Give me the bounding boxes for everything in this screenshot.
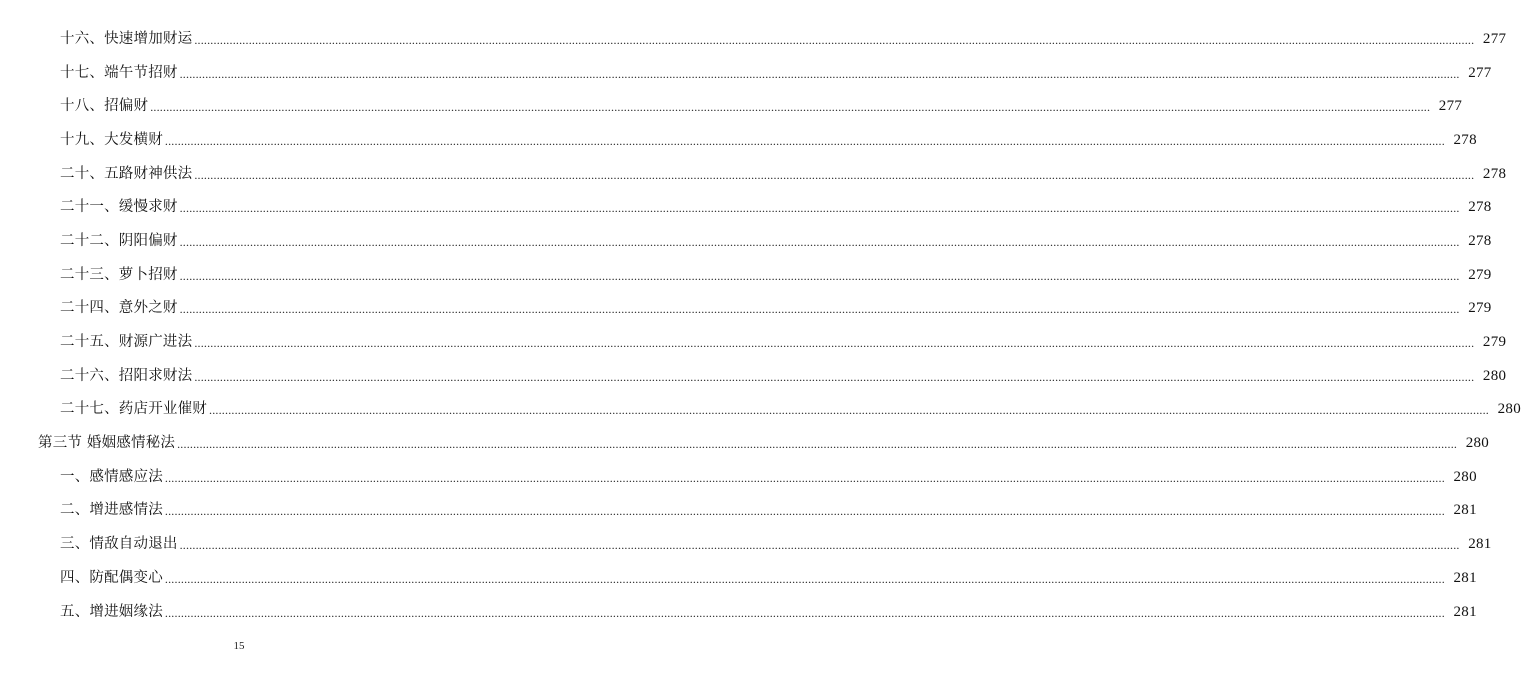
toc-dot-leader: ................................................................................................................................................................................................................................................................................................................................................................................................................ [164, 470, 1445, 485]
toc-entry-page-number: 278 [1482, 165, 1507, 182]
toc-dot-leader: ................................................................................................................................................................................................................................................................................................................................................................................................................ [194, 32, 1475, 47]
toc-dot-leader: ................................................................................................................................................................................................................................................................................................................................................................................................................ [209, 403, 1489, 418]
toc-entry [0, 89, 1463, 123]
toc-entry-title: 二十一、缓慢求财 [60, 199, 178, 216]
toc-dot-leader: ................................................................................................................................................................................................................................................................................................................................................................................................................ [164, 504, 1445, 519]
toc-dot-leader: ................................................................................................................................................................................................................................................................................................................................................................................................................ [179, 66, 1460, 81]
toc-entry-page-number: 281 [1468, 536, 1492, 553]
toc-entry-title: 十七、端午节招财 [60, 64, 178, 81]
toc-entry-title: 二、增进感情法 [60, 502, 163, 519]
toc-dot-leader: ................................................................................................................................................................................................................................................................................................................................................................................................................ [179, 268, 1460, 283]
toc-entry-page-number: 278 [1453, 131, 1477, 148]
toc-entry-page-number: 278 [1468, 199, 1492, 216]
toc-list [0, 22, 1521, 628]
toc-entry-title: 第三节 婚姻感情秘法 [38, 435, 176, 452]
toc-dot-leader: ................................................................................................................................................................................................................................................................................................................................................................................................................ [179, 538, 1460, 553]
toc-entry-title: 二十、五路财神供法 [60, 165, 193, 182]
page-number: 15 [233, 640, 245, 652]
toc-entry-page-number: 281 [1453, 603, 1477, 620]
toc-entry-page-number: 277 [1438, 98, 1463, 115]
toc-dot-leader: ................................................................................................................................................................................................................................................................................................................................................................................................................ [179, 302, 1460, 317]
toc-dot-leader: ................................................................................................................................................................................................................................................................................................................................................................................................................ [194, 369, 1475, 384]
toc-entry-title: 三、情敌自动退出 [60, 536, 178, 553]
toc-entry [0, 393, 1521, 427]
toc-entry-page-number: 277 [1468, 64, 1492, 81]
toc-entry [0, 494, 1477, 528]
toc-dot-leader: ................................................................................................................................................................................................................................................................................................................................................................................................................ [194, 167, 1475, 182]
toc-entry-page-number: 280 [1482, 367, 1507, 384]
toc-entry-title: 一、感情感应法 [60, 468, 163, 485]
toc-dot-leader: ................................................................................................................................................................................................................................................................................................................................................................................................................ [150, 100, 1431, 115]
toc-dot-leader: ................................................................................................................................................................................................................................................................................................................................................................................................................ [164, 571, 1445, 586]
toc-entry-page-number: 280 [1453, 468, 1477, 485]
toc-entry [0, 359, 1507, 393]
toc-entry-page-number: 278 [1468, 232, 1492, 249]
toc-dot-leader: ................................................................................................................................................................................................................................................................................................................................................................................................................ [194, 336, 1475, 351]
toc-entry-title: 十六、快速增加财运 [60, 30, 193, 47]
toc-entry-title: 二十四、意外之财 [60, 300, 178, 317]
toc-entry [0, 325, 1507, 359]
toc-entry [0, 190, 1492, 224]
toc-entry [0, 224, 1492, 258]
toc-entry [0, 527, 1492, 561]
toc-entry-page-number: 281 [1453, 502, 1477, 519]
toc-entry [0, 258, 1492, 292]
toc-entry-title: 二十六、招阳求财法 [60, 367, 193, 384]
toc-entry [0, 157, 1507, 191]
toc-entry [0, 22, 1507, 56]
toc-entry-title: 四、防配偶变心 [60, 569, 163, 586]
toc-entry-page-number: 280 [1497, 401, 1521, 418]
toc-entry-title: 二十三、萝卜招财 [60, 266, 178, 283]
toc-entry-page-number: 279 [1468, 300, 1492, 317]
toc-entry-page-number: 280 [1465, 435, 1490, 452]
toc-entry-title: 十九、大发横财 [60, 131, 163, 148]
toc-entry [0, 561, 1477, 595]
toc-dot-leader: ................................................................................................................................................................................................................................................................................................................................................................................................................ [177, 437, 1458, 452]
toc-entry-title: 二十七、药店开业催财 [60, 401, 207, 418]
toc-entry [0, 460, 1477, 494]
toc-dot-leader: ................................................................................................................................................................................................................................................................................................................................................................................................................ [179, 234, 1460, 249]
toc-entry-page-number: 277 [1482, 30, 1507, 47]
toc-entry [0, 123, 1477, 157]
toc-entry-title: 五、增进姻缘法 [60, 603, 163, 620]
toc-entry [0, 56, 1492, 90]
toc-entry-title: 二十五、财源广进法 [60, 334, 193, 351]
toc-entry-page-number: 281 [1453, 569, 1477, 586]
toc-entry-page-number: 279 [1468, 266, 1492, 283]
toc-entry [0, 595, 1477, 629]
toc-entry-title: 十八、招偏财 [60, 98, 149, 115]
toc-dot-leader: ................................................................................................................................................................................................................................................................................................................................................................................................................ [164, 605, 1445, 620]
toc-entry-title: 二十二、阴阳偏财 [60, 232, 178, 249]
toc-dot-leader: ................................................................................................................................................................................................................................................................................................................................................................................................................ [179, 201, 1460, 216]
toc-section-heading [0, 426, 1490, 460]
toc-entry [0, 292, 1492, 326]
toc-dot-leader: ................................................................................................................................................................................................................................................................................................................................................................................................................ [164, 133, 1445, 148]
toc-entry-page-number: 279 [1482, 334, 1507, 351]
